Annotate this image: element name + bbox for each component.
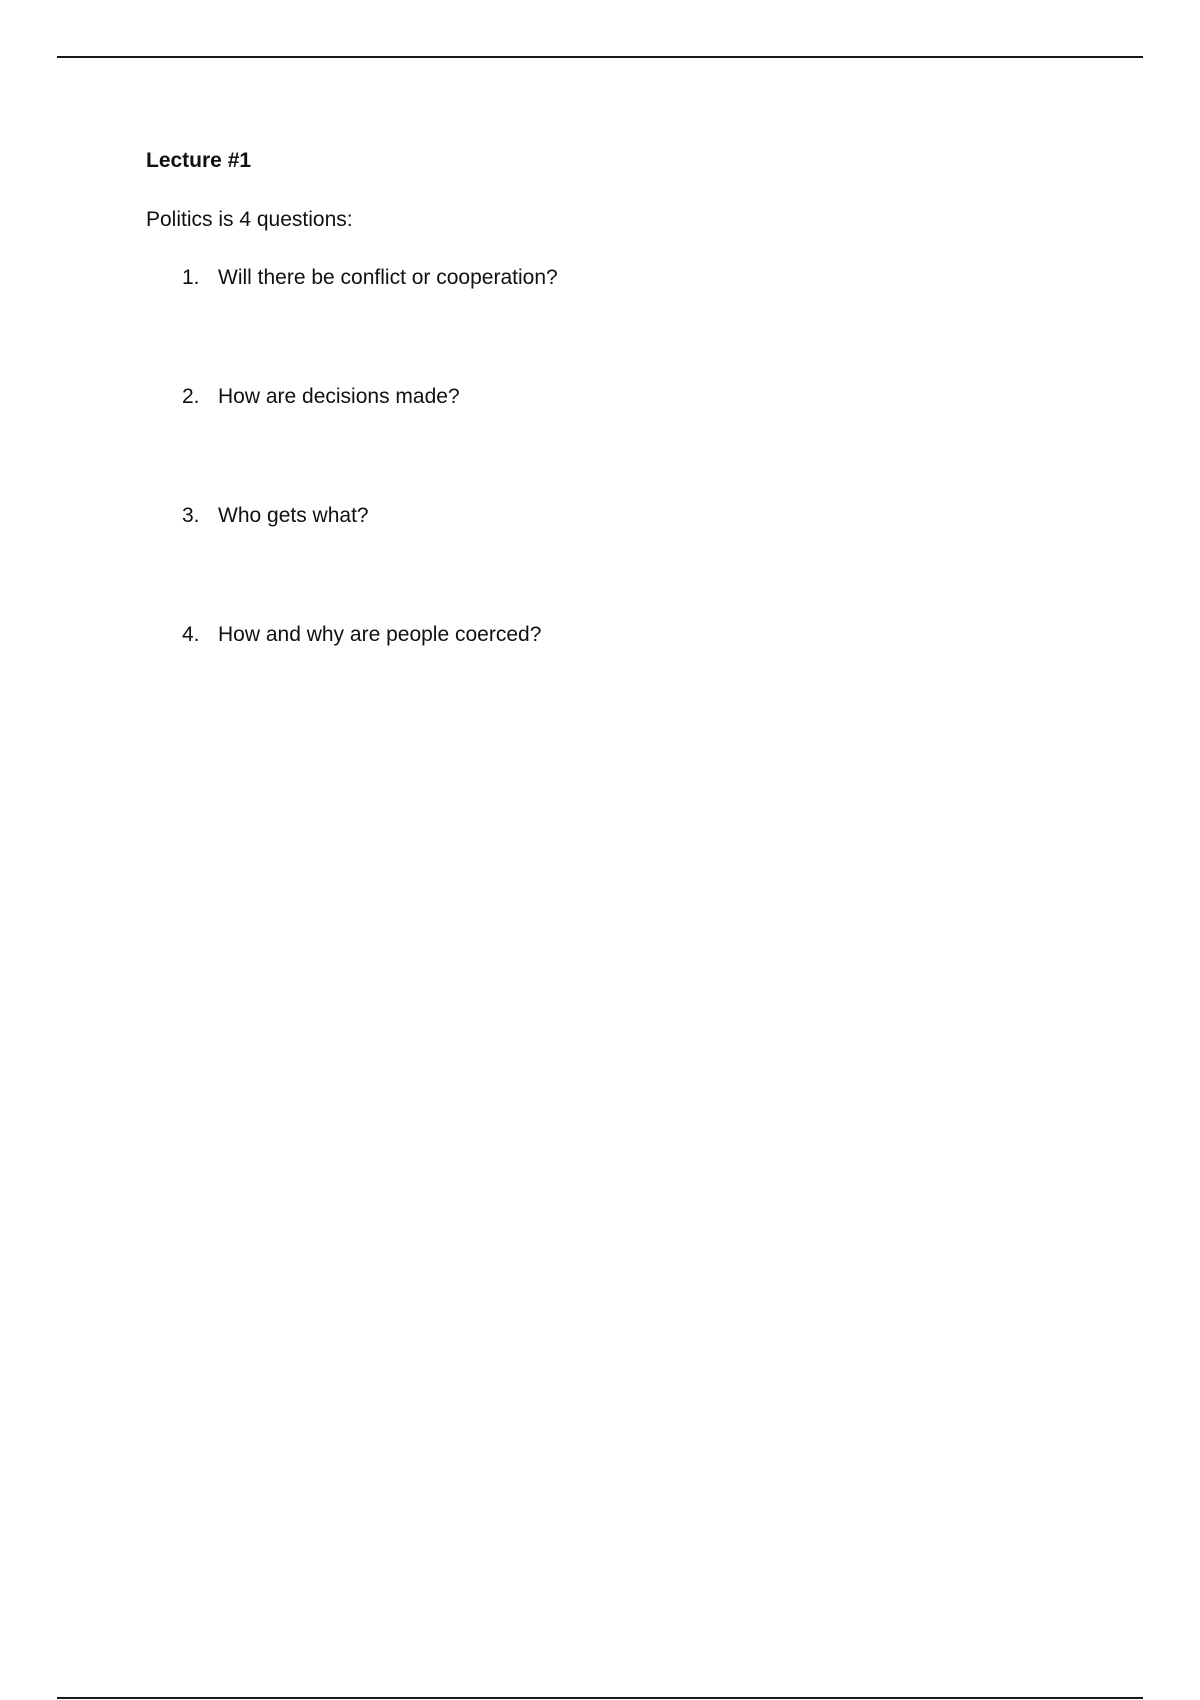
- list-item: [146, 382, 1096, 412]
- header-rule: [57, 56, 1143, 58]
- footer-rule: [57, 1697, 1143, 1699]
- list-item-text: How and why are people coerced?: [218, 623, 542, 646]
- list-item-number: 2.: [182, 385, 200, 408]
- list-item-number: 3.: [182, 504, 200, 527]
- list-item-text: Who gets what?: [218, 504, 369, 527]
- list-item: [146, 263, 1096, 293]
- document-body: [146, 146, 1096, 739]
- list-item-number: 4.: [182, 623, 200, 646]
- questions-list: [146, 263, 1096, 650]
- list-item-text: Will there be conflict or cooperation?: [218, 266, 558, 289]
- list-item: [146, 501, 1096, 531]
- list-item: [146, 620, 1096, 650]
- lecture-title: Lecture #1: [146, 149, 252, 172]
- list-item-number: 1.: [182, 266, 200, 289]
- intro-text: Politics is 4 questions:: [146, 208, 353, 231]
- list-item-text: How are decisions made?: [218, 385, 460, 408]
